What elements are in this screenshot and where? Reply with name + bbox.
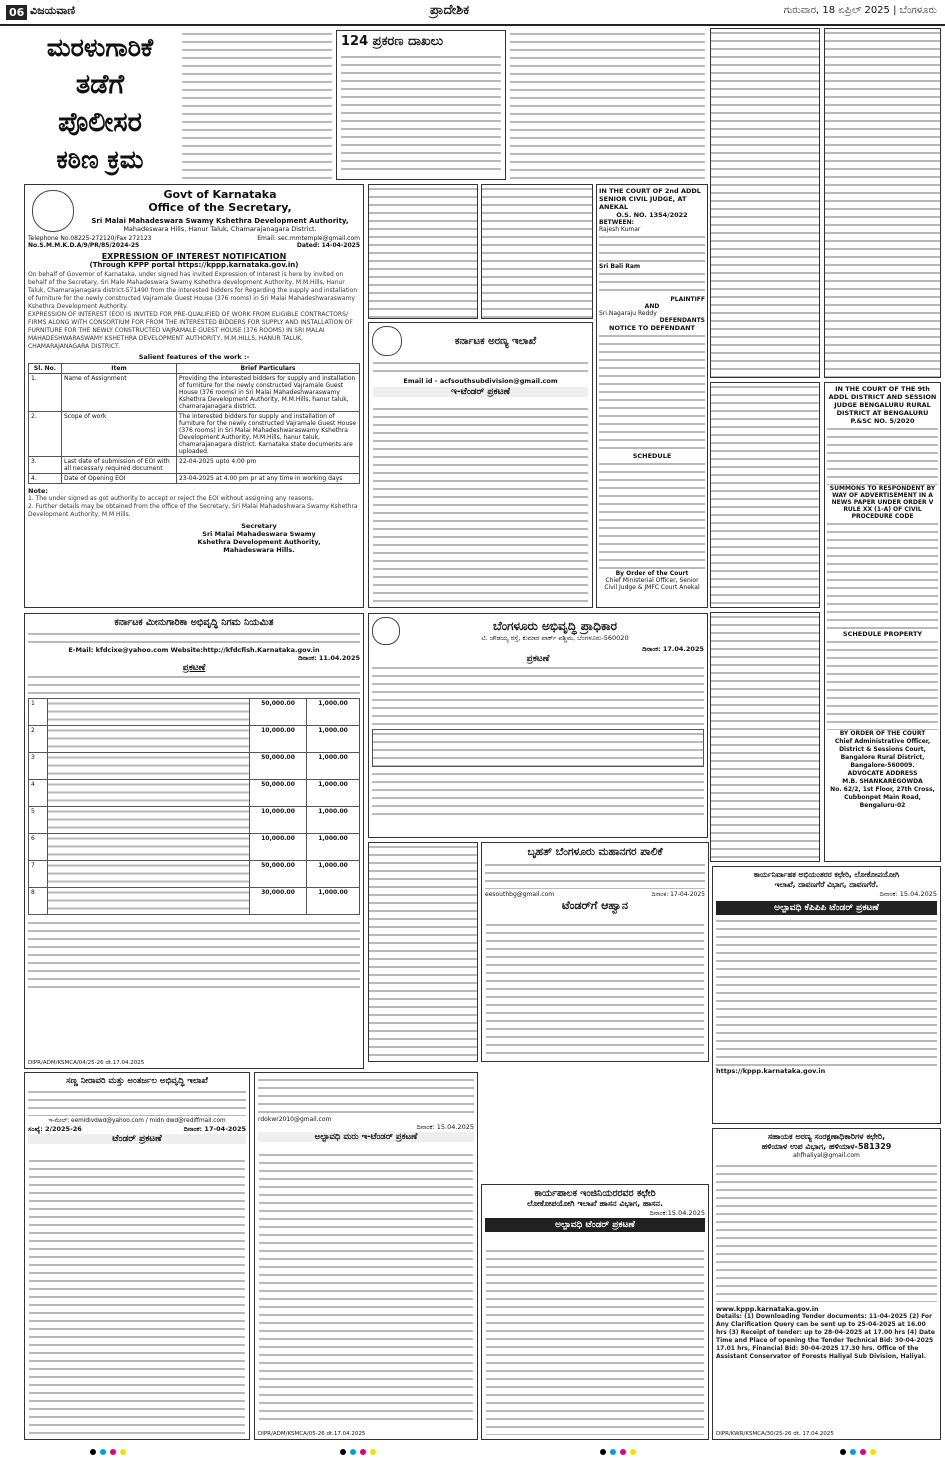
eoi-portal: (Through KPPP portal https://kppp.karnataka.gov.in): [89, 261, 299, 269]
table-cell: 22-04-2025 upto 4.00 pm: [177, 457, 360, 474]
mi-body: [29, 1157, 245, 1435]
story-headline: [24, 30, 176, 180]
haliyal-details: Details: (1) Downloading Tender documents: 11-04-2025 (2) For Any Clarification Query can be sent up to 25-04-2025 at 16.00 hrs (3) Receipt of tender: up to 28-04-2025 at 17.00 hrs (4) Date Time and Place of opening the Tender Technical Bid: 30-04-2025 17.01 hrs, Financial Bid: 30-04-2025 17.30 hrs. Office of the Assistant Conservator of Forests Haliyal Sub Division, Haliyal.: [716, 1313, 935, 1360]
table-cell: [48, 888, 250, 915]
table-cell: 7: [29, 861, 48, 888]
table-cell: 1,000.00: [307, 726, 360, 753]
table-cell: 6: [29, 834, 48, 861]
registration-dot: [870, 1449, 876, 1455]
eoi-table: [28, 363, 360, 484]
table-cell: [48, 780, 250, 807]
bbmp-heading: ಟೆಂಡರ್‌ಗೆ ಆಹ್ವಾನ: [562, 899, 628, 912]
pwd-heading: ಅಲ್ಪಾವಧಿ ಕೆಪಿಪಿಪಿ ಟೆಂಡರ್ ಪ್ರಕಟಣೆ: [716, 901, 937, 915]
story-body-column-1: [182, 30, 332, 180]
mi-address: [28, 1088, 246, 1116]
registration-dot: [90, 1449, 96, 1455]
haliyal-body: [716, 1162, 937, 1302]
story-highlight-box: [336, 30, 506, 180]
haliyal-email: ahfhaliyal@gmail.com: [793, 1152, 860, 1159]
defendants-label: DEFENDANTS: [659, 317, 705, 324]
edition-date: ಗುರುವಾರ, 18 ಏಪ್ರಿಲ್ 2025 | ಬೆಂಗಳೂರು: [783, 5, 937, 16]
pwd-portal: https://kppp.karnataka.gov.in: [716, 1067, 826, 1075]
legal-notice-column-4: [710, 612, 820, 862]
page-header: [0, 0, 945, 26]
sign-line: Secretary: [241, 522, 277, 530]
authority-name: Sri Malai Mahadeswara Swamy Kshethra Development Authority,: [91, 217, 349, 225]
table-cell: 10,000.00: [250, 807, 307, 834]
sign-line: Bangalore-560009.: [850, 762, 915, 769]
sign-line: Mahadeswara Hills.: [223, 546, 295, 554]
table-row: [29, 780, 360, 807]
registration-dot: [600, 1449, 606, 1455]
headline-line-1: ಮರಳುಗಾರಿಕೆ: [46, 33, 154, 62]
bda-logo-icon: [372, 617, 400, 645]
court-title: IN THE COURT OF THE 9th ADDL DISTRICT AND SESSION JUDGE BENGALURU RURAL DISTRICT AT BENGALURU: [828, 385, 937, 417]
table-cell: 50,000.00: [250, 699, 307, 726]
mi-date: ದಿನಾಂಕ: 17-04-2025: [183, 1125, 246, 1133]
bda-address: ಟಿ. ಚೌಡಯ್ಯ ರಸ್ತೆ, ಕುಮಾರ ಪಾರ್ಕ್ ಪಶ್ಚಿಮ, ಬೆಂಗಳೂರು-560020: [481, 634, 629, 642]
table-cell: 3: [29, 753, 48, 780]
pwd-body: [716, 917, 937, 1067]
table-header: Sl. No.: [29, 364, 62, 374]
os-number: O.S. NO. 1354/2022: [616, 211, 688, 219]
party-1: Rajesh Kumar: [599, 226, 641, 233]
plaintiff-label: PLAINTIFF: [670, 296, 705, 303]
registration-dot: [120, 1449, 126, 1455]
dipr-code: DIPR/ADM/KSMCA/04/25-26 dt.17.04.2025: [28, 1060, 145, 1066]
email: Email: sec.mmtemple@gmail.com: [257, 235, 360, 242]
table-cell: 2.: [29, 412, 62, 457]
karwar-email: rdokwr2010@gmail.com: [258, 1116, 332, 1123]
table-cell: 1,000.00: [307, 699, 360, 726]
salient-features: Salient features of the work :-: [138, 353, 250, 361]
court-notice-bengaluru-rural: [824, 382, 941, 862]
table-cell: 5: [29, 807, 48, 834]
minor-irrigation-notice: [24, 1072, 250, 1440]
table-cell: 4: [29, 780, 48, 807]
court-text: [827, 520, 938, 630]
fisheries-footer: [28, 919, 360, 989]
hassan-subtitle: ಲೋಕೋಪಯೋಗಿ ಇಲಾಖೆ ಹಾಸನ ವಿಭಾಗ, ಹಾಸನ.: [526, 1199, 664, 1208]
table-cell: 4.: [29, 474, 62, 484]
court-notice-anekal: [596, 184, 708, 608]
table-cell: 23-04-2025 at 4.00 pm pr at any time in working days: [177, 474, 360, 484]
page-number: 06: [6, 5, 27, 20]
table-cell: 1,000.00: [307, 861, 360, 888]
note-label: Note:: [28, 487, 49, 495]
pwd-title: ಕಾರ್ಯನಿರ್ವಾಹಕ ಅಭಿಯಂತರರ ಕಛೇರಿ, ಲೋಕೋಪಯೋಗಿ: [753, 870, 900, 879]
table-cell: Providing the interested bidders for supply and installation of furniture for the newly constructed Vajramale Guest House (376 rooms) in Sri Malai Mahadeshwaraswamy Kshethra Development Authority, M.M.Hills, hanur taluk, chamarajanagara district.: [177, 374, 360, 412]
mi-email: ಇ-ಮೇಲ್: eemidivdwd@yahoo.com / midn dwd@rediffmail.com: [48, 1118, 226, 1124]
govt-eoi-notice: [24, 184, 364, 608]
registration-dot: [100, 1449, 106, 1455]
registration-dot: [850, 1449, 856, 1455]
table-row: [29, 888, 360, 915]
bda-body: [372, 664, 704, 726]
registration-dot: [610, 1449, 616, 1455]
office-title: Office of the Secretary,: [148, 201, 292, 214]
note-2: 2. Further details may be obtained from the office of the Secretary, Sri Malai Mahadeshwara Swamy Kshethra Development Authority, M M Hills.: [28, 503, 358, 518]
hassan-body: [486, 1247, 704, 1435]
registration-dot: [620, 1449, 626, 1455]
sign-line: ADVOCATE ADDRESS: [847, 770, 918, 777]
registration-dot: [370, 1449, 376, 1455]
table-row: [29, 753, 360, 780]
haliyal-portal: www.kppp.karnataka.gov.in: [716, 1305, 819, 1313]
order-line: By Order of the Court: [615, 570, 689, 577]
registration-dot: [840, 1449, 846, 1455]
table-cell: 2: [29, 726, 48, 753]
table-cell: [48, 753, 250, 780]
mi-number: ಸಂಖ್ಯೆ: 2/2025-26: [28, 1125, 82, 1133]
authority-address: Mahadeswara Hills, Hanur Taluk, Chamarajanagara District.: [123, 225, 317, 233]
public-notice-2: [481, 184, 593, 319]
headline-line-4: ಕಠಿಣ ಕ್ರಮ: [56, 145, 144, 174]
bda-heading: ಪ್ರಕಟಣೆ: [526, 654, 550, 664]
forest-subtitle: ಇ-ಟೆಂಡರ್ ಪ್ರಕಟಣೆ: [373, 387, 588, 397]
table-cell: 10,000.00: [250, 834, 307, 861]
reference-number: No.S.M.M.K.D.A/9/PR/85/2024-25: [28, 242, 140, 249]
fisheries-intro: [28, 673, 360, 695]
forest-address: [373, 359, 588, 377]
table-cell: Name of Assignment: [62, 374, 177, 412]
sign-line: Chief Administrative Officer,: [834, 738, 931, 745]
fisheries-date: ದಿನಾಂಕ: 11.04.2025: [298, 654, 360, 662]
table-cell: 1,000.00: [307, 780, 360, 807]
bda-notice: [368, 613, 708, 838]
hassan-heading: ಅಲ್ಪಾವಧಿ ಟೆಂಡರ್ ಪ್ರಕಟಣೆ: [485, 1218, 705, 1232]
karnataka-emblem-icon: [372, 326, 402, 356]
govt-emblem-icon: [32, 190, 74, 232]
bbmp-email: eesouthbg@gmail.com: [485, 891, 555, 898]
table-cell: 1,000.00: [307, 834, 360, 861]
table-header: Item: [62, 364, 177, 374]
highlight-body: [341, 53, 501, 175]
telephone: Telephone No.08225-272120/Fax 272123: [28, 235, 152, 242]
table-cell: [48, 834, 250, 861]
hassan-pwd-notice: [481, 1184, 709, 1440]
sign-line: District & Sessions Court,: [839, 746, 926, 753]
fisheries-title: ಕರ್ನಾಟಕ ಮೀನುಗಾರಿಕಾ ಅಭಿವೃದ್ಧಿ ನಿಗಮ ನಿಯಮಿತ: [114, 617, 274, 628]
karwar-date: ದಿನಾಂಕ: 15.04.2025: [416, 1123, 474, 1131]
party-text: [599, 233, 705, 263]
forest-body: [373, 405, 588, 603]
court-name: IN THE COURT OF 2nd ADDL SENIOR CIVIL JUDGE, AT ANEKAL: [599, 187, 701, 211]
bda-title: ಬೆಂಗಳೂರು ಅಭಿವೃದ್ಧಿ ಪ್ರಾಧಿಕಾರ: [493, 619, 617, 633]
dipr-code: DIPR/ADM/KSMCA/05-26 dt.17.04.2025: [258, 1431, 366, 1437]
court-text: [827, 425, 938, 485]
table-row: [29, 699, 360, 726]
sign-line: M.B. SHANKAREGOWDA: [842, 778, 923, 785]
table-cell: 10,000.00: [250, 726, 307, 753]
table-cell: 50,000.00: [250, 861, 307, 888]
table-row: [29, 412, 360, 457]
haliyal-title: ಸಹಾಯಕ ಅರಣ್ಯ ಸಂರಕ್ಷಣಾಧಿಕಾರಿಗಳ ಕಛೇರಿ,: [767, 1132, 886, 1141]
sign-line: Sri Malai Mahadeswara Swamy: [202, 530, 316, 538]
sign-line: BY ORDER OF THE COURT: [839, 730, 926, 737]
table-row: [29, 807, 360, 834]
headline-line-3: ಪೊಲೀಸರ: [58, 107, 142, 138]
registration-dot: [340, 1449, 346, 1455]
table-row: [29, 726, 360, 753]
schedule-property: SCHEDULE PROPERTY: [842, 630, 923, 638]
hassan-date: ದಿನಾಂಕ:15.04.2025: [649, 1209, 705, 1217]
schedule-text: [599, 460, 705, 570]
public-notice-1: [368, 184, 478, 319]
eoi-body-2: EXPRESSION OF INTEREST (EOI) IS INVITED FOR PRE-QUALIFIED OF WORK FROM ELIGIBLE CONTRACTORS/ FIRMS ALONG WITH CONSORTIUM FOR FROM THE INTERESTED BIDDERS FOR SUPPLY AND INSTALLATION OF FURNITURE FOR THE NEWLY CONSTRUCTED VAJRAMALE GUEST HOUSE (376 ROOMS) IN SRI MALAI MAHADESHWARASWAMY KSHETHRA DEVELOPMENT AUTHORITY, M.M.HILLS, HANUR TALUK, CHAMARAJANAGARA DISTRICT.: [28, 311, 353, 350]
bbmp-body: [486, 921, 704, 1057]
sign-line: No. 62/2, 1st Floor, 27th Cross, Cubbonpet Main Road, Bengaluru-02: [830, 786, 935, 809]
summons: SUMMONS TO RESPONDENT BY WAY OF ADVERTISEMENT IN A NEWS PAPER UNDER ORDER V RULE XX (1-A) OF CIVIL PROCEDURE CODE: [829, 485, 936, 520]
table-cell: [48, 726, 250, 753]
forest-etender-notice: [368, 322, 593, 608]
pwd-davangere-notice: [712, 866, 941, 1124]
notice-text: [599, 332, 705, 452]
govt-title: Govt of Karnataka: [163, 188, 277, 201]
legal-notice-column-3: [710, 382, 820, 608]
karwar-header: [258, 1076, 474, 1116]
fisheries-address: [28, 630, 360, 644]
hassan-title: ಕಾರ್ಯಪಾಲಕ ಇಂಜಿನಿಯರರವರ ಕಛೇರಿ: [534, 1188, 656, 1199]
party-text: [599, 270, 705, 296]
table-cell: 1,000.00: [307, 888, 360, 915]
table-header: Brief Particulars: [177, 364, 360, 374]
table-cell: [48, 861, 250, 888]
table-row: [29, 861, 360, 888]
pwd-subtitle: ಇಲಾಖೆ, ದಾವಣಗೆರೆ ವಿಭಾಗ, ದಾವಣಗೆರೆ.: [774, 880, 879, 889]
karwar-retender-notice: [254, 1072, 478, 1440]
table-cell: Date of Opening EOI: [62, 474, 177, 484]
table-row: [29, 474, 360, 484]
haliyal-forest-notice: [712, 1128, 941, 1440]
registration-dot: [350, 1449, 356, 1455]
forest-dept-title: ಕರ್ನಾಟಕ ಅರಣ್ಯ ಇಲಾಖೆ: [454, 335, 537, 347]
table-cell: 50,000.00: [250, 780, 307, 807]
print-registration-marks: [0, 1446, 945, 1458]
table-cell: Scope of work: [62, 412, 177, 457]
table-cell: 1.: [29, 374, 62, 412]
bbmp-tender-notice: [481, 842, 709, 1062]
between-label: BETWEEN:: [599, 219, 635, 226]
table-cell: Last date of submission of EOI with all necessary required document: [62, 457, 177, 474]
table-cell: 1,000.00: [307, 807, 360, 834]
registration-dot: [110, 1449, 116, 1455]
mi-title: ಸಣ್ಣ ನೀರಾವರಿ ಮತ್ತು ಅಂತರ್ಜಲ ಅಭಿವೃದ್ಧಿ ಇಲಾಖೆ: [66, 1076, 208, 1086]
table-cell: 1,000.00: [307, 753, 360, 780]
note-1: 1. The under signed as got authority to accept or reject the EOI without assigning any reasons.: [28, 495, 314, 502]
sign-line: Kshethra Development Authority,: [197, 538, 321, 546]
notice-heading: NOTICE TO DEFENDANT: [609, 324, 695, 332]
table-cell: 3.: [29, 457, 62, 474]
newspaper-name: ವಿಜಯವಾಣಿ: [30, 4, 76, 17]
table-row: [29, 457, 360, 474]
registration-dot: [360, 1449, 366, 1455]
pwd-date: ದಿನಾಂಕ: 15.04.2025: [879, 890, 937, 898]
table-cell: The interested bidders for supply and installation of furniture for the newly constructed Vajramale Guest House (376 rooms) in Sri Malai Mahadeshwaraswamy Kshethra Development Authority, M.M.Hills, hanur taluk, chamarajanagara district. Karnataka state documents are uploaded.: [177, 412, 360, 457]
fisheries-table: [28, 698, 360, 915]
legal-notice-column-2: [824, 28, 941, 378]
section-title: ಪ್ರಾದೇಶಿಕ: [430, 3, 470, 18]
signature-block: [158, 522, 360, 554]
karwar-body: [259, 1151, 473, 1425]
table-cell: 50,000.00: [250, 753, 307, 780]
bda-date: ದಿನಾಂಕ: 17.04.2025: [642, 645, 704, 653]
and-label: AND: [644, 303, 660, 310]
table-cell: 8: [29, 888, 48, 915]
registration-dot: [630, 1449, 636, 1455]
table-cell: 30,000.00: [250, 888, 307, 915]
sign-line: Bangalore Rural District,: [840, 754, 925, 761]
table-row: [29, 834, 360, 861]
table-cell: 1: [29, 699, 48, 726]
bda-table: [372, 729, 704, 767]
table-cell: [48, 699, 250, 726]
schedule-heading: SCHEDULE: [632, 452, 672, 460]
bbmp-title: ಬೃಹತ್ ಬೆಂಗಳೂರು ಮಹಾನಗರ ಪಾಲಿಕೆ: [527, 846, 663, 858]
fisheries-notice: [24, 613, 364, 1069]
bda-footer: [372, 770, 704, 820]
legal-notice-column-1: [710, 28, 820, 378]
highlight-title: 124 ಪ್ರಕರಣ ದಾಖಲು: [341, 34, 444, 49]
registration-dot: [860, 1449, 866, 1455]
order-by: Chief Ministerial Officer, Senior Civil Judge & JMFC Court Anekal: [604, 577, 700, 591]
court-signature: [827, 730, 938, 810]
mi-heading: ಟೆಂಡರ್ ಪ್ರಕಟಣೆ: [28, 1134, 246, 1144]
karwar-heading: ಅಲ್ಪಾವಧಿ ಮರು ಇ-ಟೆಂಡರ್ ಪ್ರಕಟಣೆ: [258, 1132, 474, 1142]
story-body-column-2: [510, 30, 705, 180]
fisheries-contact: E-Mail: kfdcixe@yahoo.com Website:http://kfdcfish.Karnataka.gov.in: [68, 646, 320, 654]
eoi-body: On behalf of Governor of Karnataka, under signed has invited Expression of Interest is here by invited on behalf of the Secretary, Sri Male Mahadeswara Swamy Kshethra development Authority, M.M.Hills, Hanur Taluk, Chamarajanagara district-571490 from the interested bidders for Regarding the supply and installation of furniture for the newly constructed Vajramale Guest House (376 rooms) in Sri Malai Mahadeshwaraswamy Kshethra Development Authority.: [28, 271, 358, 310]
party-2: Sri Bali Ram: [599, 263, 641, 270]
notice-date: Dated: 14-04-2025: [296, 242, 360, 249]
forest-email: Email id - acfsouthsubdivision@gmail.com: [403, 377, 558, 385]
bbmp-date: ದಿನಾಂಕ: 17-04-2025: [651, 891, 705, 898]
haliyal-subtitle: ಹಳಿಯಾಳ ಉಪ ವಿಭಾಗ, ಹಳಿಯಾಳ-581329: [761, 1142, 892, 1151]
eoi-title: EXPRESSION OF INTEREST NOTIFICATION: [101, 252, 287, 261]
defendant-name: Sri.Nagaraju Reddy: [599, 310, 657, 317]
table-cell: [48, 807, 250, 834]
table-row: [29, 374, 360, 412]
case-number: P.&SC NO. 5/2020: [850, 417, 915, 425]
bbmp-address: [485, 861, 705, 889]
public-notice-3: [368, 842, 478, 1062]
dipr-code: DIPR/KWR/KSMCA/30/25-26 dt. 17.04.2025: [716, 1431, 834, 1437]
headline-line-2: ತಡೆಗೆ: [75, 69, 125, 100]
fisheries-heading: ಪ್ರಕಟಣೆ: [182, 663, 206, 673]
court-text: [827, 638, 938, 730]
